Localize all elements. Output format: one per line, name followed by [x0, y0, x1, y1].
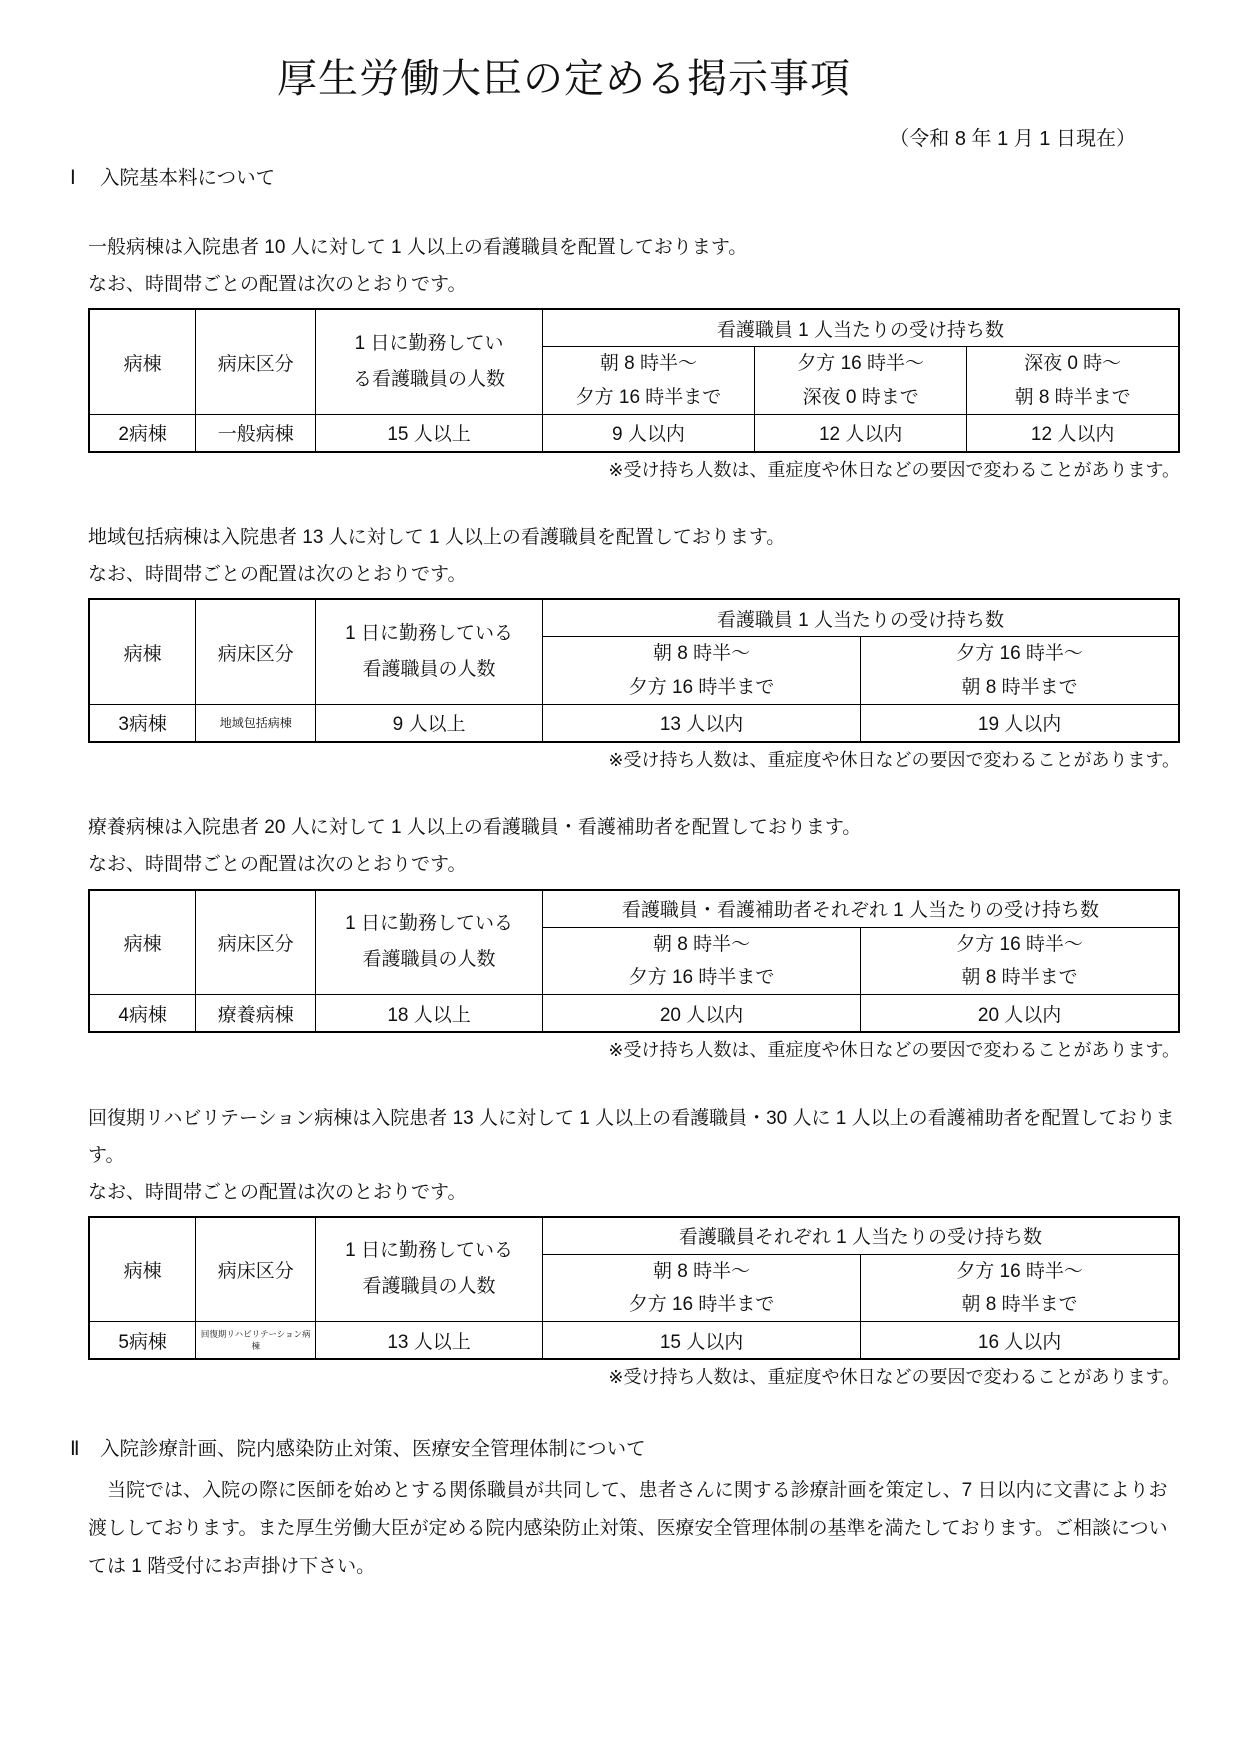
cell-ward: 4病棟 — [89, 995, 196, 1033]
span-header-per-nurse-load: 看護職員・看護補助者それぞれ 1 人当たりの受け持ち数 — [542, 890, 1179, 928]
time-col-header-day: 朝 8 時半～ 夕方 16 時半まで — [542, 637, 860, 705]
ward-4-schedule-note: なお、時間帯ごとの配置は次のとおりです。 — [88, 854, 467, 876]
section-2-heading — [70, 1435, 1180, 1464]
table-row — [89, 995, 1179, 1033]
ward-3-table — [88, 598, 1180, 743]
ward-4-section — [88, 809, 1180, 1061]
cell-count-evening: 12 人以内 — [755, 414, 967, 452]
time-col-header-night: 深夜 0 時～ 朝 8 時半まで — [967, 347, 1179, 415]
span-header-per-nurse-load: 看護職員それぞれ 1 人当たりの受け持ち数 — [542, 1217, 1179, 1255]
cell-count-morning: 9 人以内 — [542, 414, 754, 452]
col-header-bed-type: 病床区分 — [196, 1217, 316, 1322]
cell-count-night: 19 人以内 — [861, 704, 1179, 742]
cell-ward: 3病棟 — [89, 704, 196, 742]
section-1-number: Ⅰ — [70, 167, 76, 189]
ward-4-footnote: ※受け持ち人数は、重症度や休日などの要因で変わることがあります。 — [608, 1040, 1180, 1061]
time-col-header-day: 朝 8 時半～ 夕方 16 時半まで — [542, 1254, 860, 1322]
ward-2-intro: 一般病棟は入院患者 10 人に対して 1 人以上の看護職員を配置しております。 — [88, 237, 748, 259]
ward-2-section — [88, 229, 1180, 481]
time-col-header-day: 朝 8 時半～ 夕方 16 時半まで — [542, 927, 860, 995]
cell-bed-type: 地域包括病棟 — [196, 704, 316, 742]
section-1-heading — [70, 164, 1180, 193]
cell-bed-type: 療養病棟 — [196, 995, 316, 1033]
ward-4-table — [88, 889, 1180, 1034]
col-header-bed-type: 病床区分 — [196, 309, 316, 414]
span-header-per-nurse-load: 看護職員 1 人当たりの受け持ち数 — [542, 309, 1179, 347]
cell-count-night: 12 人以内 — [967, 414, 1179, 452]
ward-5-schedule-note: なお、時間帯ごとの配置は次のとおりです。 — [88, 1181, 467, 1203]
col-header-staff-count: 1 日に勤務している 看護職員の人数 — [316, 1217, 543, 1322]
col-header-staff-count: 1 日に勤務している 看護職員の人数 — [316, 599, 543, 704]
col-header-bed-type: 病床区分 — [196, 599, 316, 704]
cell-ward: 2病棟 — [89, 414, 196, 452]
col-header-staff-count: 1 日に勤務してい る看護職員の人数 — [316, 309, 543, 414]
time-col-header-evening: 夕方 16 時半～ 深夜 0 時まで — [755, 347, 967, 415]
ward-5-table — [88, 1216, 1180, 1361]
time-col-header-morning: 朝 8 時半～ 夕方 16 時半まで — [542, 347, 754, 415]
page-title: 厚生労働大臣の定める掲示事項 — [277, 57, 851, 101]
time-col-header-night: 夕方 16 時半～ 朝 8 時半まで — [861, 1254, 1179, 1322]
col-header-ward: 病棟 — [89, 599, 196, 704]
as-of-date: （令和 8 年 1 月 1 日現在） — [889, 128, 1136, 150]
cell-count-day: 20 人以内 — [542, 995, 860, 1033]
ward-5-section — [88, 1100, 1180, 1389]
ward-5-footnote: ※受け持ち人数は、重症度や休日などの要因で変わることがあります。 — [608, 1367, 1180, 1388]
cell-count-night: 16 人以内 — [861, 1322, 1179, 1360]
cell-staff-count: 18 人以上 — [316, 995, 543, 1033]
ward-3-intro: 地域包括病棟は入院患者 13 人に対して 1 人以上の看護職員を配置しております。 — [88, 527, 786, 549]
col-header-staff-count: 1 日に勤務している 看護職員の人数 — [316, 890, 543, 995]
span-header-per-nurse-load: 看護職員 1 人当たりの受け持ち数 — [542, 599, 1179, 637]
ward-5-intro: 回復期リハビリテーション病棟は入院患者 13 人に対して 1 人以上の看護職員・30 人に 1 人以上の看護補助者を配置しております。 — [88, 1107, 1175, 1166]
time-col-header-night: 夕方 16 時半～ 朝 8 時半まで — [861, 927, 1179, 995]
time-col-header-night: 夕方 16 時半～ 朝 8 時半まで — [861, 637, 1179, 705]
cell-bed-type: 回復期リハビリテーション病棟 — [196, 1322, 316, 1360]
cell-staff-count: 15 人以上 — [316, 414, 543, 452]
cell-ward: 5病棟 — [89, 1322, 196, 1360]
ward-3-schedule-note: なお、時間帯ごとの配置は次のとおりです。 — [88, 564, 467, 586]
section-2-number: Ⅱ — [70, 1437, 80, 1460]
ward-4-intro: 療養病棟は入院患者 20 人に対して 1 人以上の看護職員・看護補助者を配置しております。 — [88, 817, 862, 839]
table-row — [89, 704, 1179, 742]
ward-2-footnote: ※受け持ち人数は、重症度や休日などの要因で変わることがあります。 — [608, 459, 1180, 480]
col-header-ward: 病棟 — [89, 309, 196, 414]
col-header-ward: 病棟 — [89, 1217, 196, 1322]
cell-staff-count: 13 人以上 — [316, 1322, 543, 1360]
ward-2-table — [88, 308, 1180, 453]
table-row — [89, 414, 1179, 452]
cell-count-night: 20 人以内 — [861, 995, 1179, 1033]
col-header-ward: 病棟 — [89, 890, 196, 995]
cell-count-day: 15 人以内 — [542, 1322, 860, 1360]
col-header-bed-type: 病床区分 — [196, 890, 316, 995]
ward-3-footnote: ※受け持ち人数は、重症度や休日などの要因で変わることがあります。 — [608, 749, 1180, 770]
cell-staff-count: 9 人以上 — [316, 704, 543, 742]
section-1-title: 入院基本料について — [100, 167, 276, 189]
table-row — [89, 1322, 1179, 1360]
section-2-body: 当院では、入院の際に医師を始めとする関係職員が共同して、患者さんに関する診療計画を策定し、7 日以内に文書によりお渡ししております。また厚生労働大臣が定める院内感染防止対策、医療安全管理体制の基準を満たしております。ご相談については 1 階受付にお声掛け下さい。 — [88, 1479, 1168, 1577]
ward-2-schedule-note: なお、時間帯ごとの配置は次のとおりです。 — [88, 274, 467, 296]
cell-count-day: 13 人以内 — [542, 704, 860, 742]
ward-3-section — [88, 519, 1180, 771]
section-2-title: 入院診療計画、院内感染防止対策、医療安全管理体制について — [100, 1437, 646, 1460]
cell-bed-type: 一般病棟 — [196, 414, 316, 452]
